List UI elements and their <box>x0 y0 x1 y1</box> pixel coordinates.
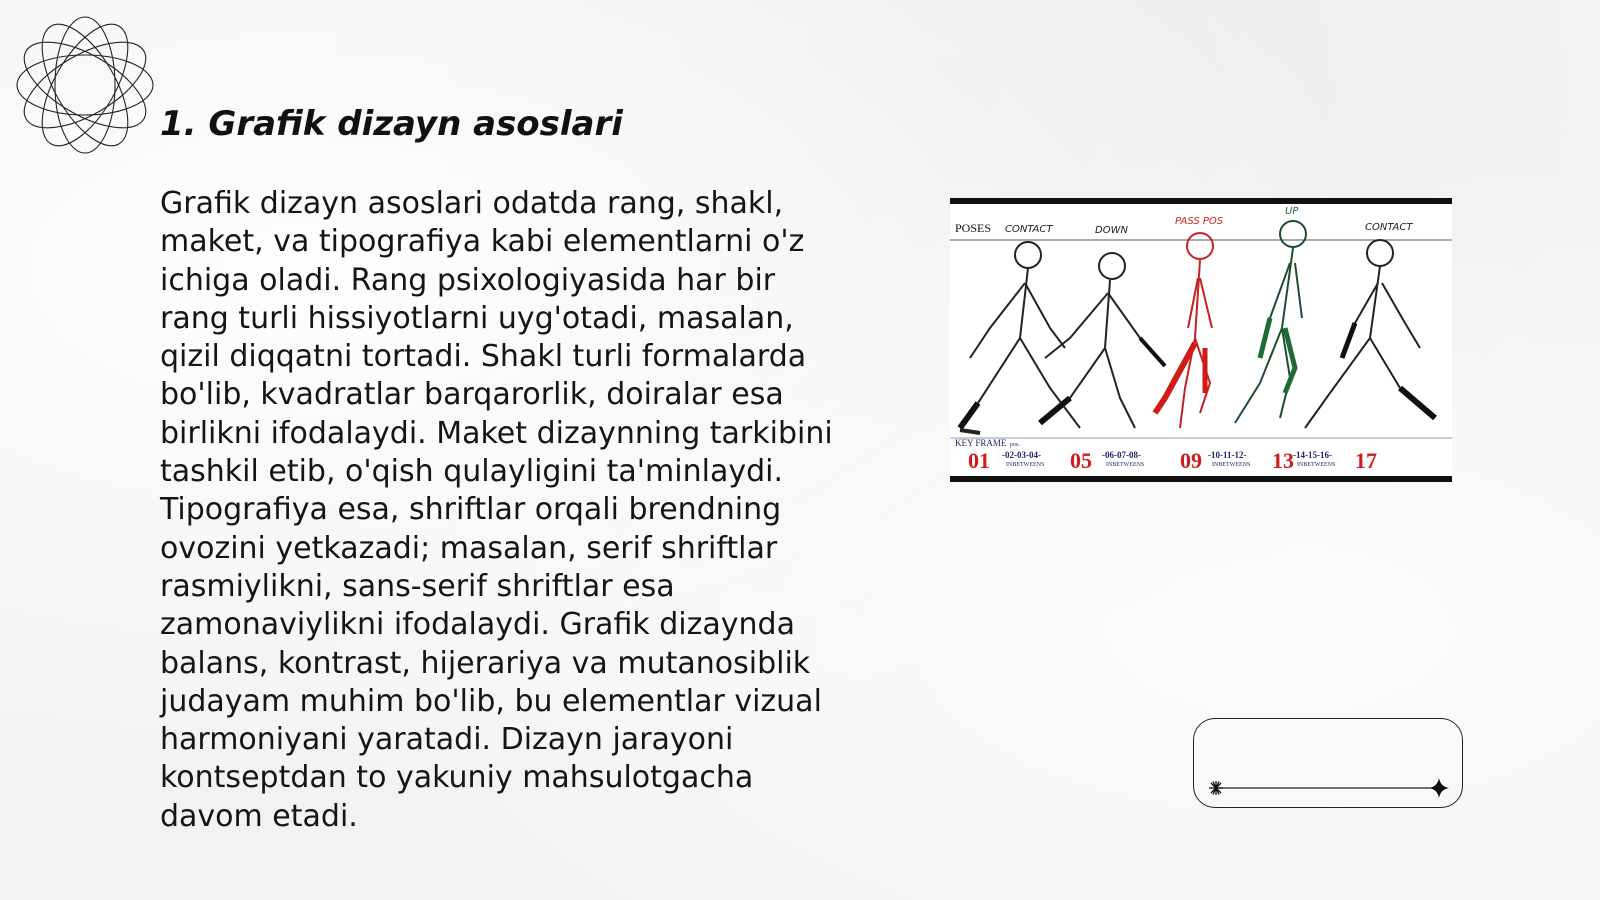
inbetweens-range-1: -02-03-04- <box>1002 450 1041 460</box>
frame-number-09: 09 <box>1180 448 1202 473</box>
pose-label-pass: PASS POS <box>1175 216 1224 227</box>
star-icon <box>1429 778 1449 798</box>
pose-label-contact-2: CONTACT <box>1365 222 1413 233</box>
frame-number-05: 05 <box>1070 448 1092 473</box>
inbetweens-label-4: INBETWEENS <box>1297 462 1336 468</box>
frame-number-17: 17 <box>1355 448 1377 473</box>
frame-number-01: 01 <box>968 448 990 473</box>
slide-body-text: Grafik dizayn asoslari odatda rang, shakl, maket, va tipografiya kabi elementlarni o'z ichiga oladi. Rang psixologiyasida har bir rang turli hissiyotlarni uyg'otadi, masalan, qizil diqqatni tortadi. Shakl turli formalarda bo'lib, kvadratlar barqarorlik, doiralar esa birlikni ifodalaydi. Maket dizaynning tarkibini tashkil etib, o'qish qulayligini ta'minlaydi. Tipografiya esa, shriftlar orqali brendning ovozini yetkazadi; masalan, serif shriftlar rasmiylikni, sans-serif shriftlar esa zamonaviylikni ifodalaydi. Grafik dizaynda balans, kontrast, hijerariya va mutanosiblik judayam muhim bo'lib, bu elementlar vizual harmoniyani yaratadi. Dizayn jarayoni kontseptdan to yakuniy mahsulotgacha davom etadi. <box>160 186 833 834</box>
inbetweens-range-4: -14-15-16- <box>1293 450 1332 460</box>
poses-label: POSES <box>955 221 992 235</box>
pose-label-up: UP <box>1285 206 1299 217</box>
frame-number-13: 13 <box>1272 448 1294 473</box>
decorative-frame <box>1193 718 1463 808</box>
pose-label-down: DOWN <box>1095 225 1128 236</box>
inbetweens-label-2: INBETWEENS <box>1106 462 1145 468</box>
pose-label-contact: CONTACT <box>1005 224 1053 235</box>
inbetweens-label-3: INBETWEENS <box>1212 462 1251 468</box>
circle-ornament-icon <box>10 10 160 160</box>
inbetweens-label-1: INBETWEENS <box>1006 462 1045 468</box>
slide-title: 1. Grafik dizayn asoslari <box>160 104 623 144</box>
walk-cycle-illustration <box>950 198 1452 482</box>
inbetweens-range-2: -06-07-08- <box>1102 450 1141 460</box>
sparkle-icon <box>1209 781 1223 795</box>
keyframe-suffix: pos. <box>1010 442 1020 448</box>
inbetweens-range-3: -10-11-12- <box>1208 450 1247 460</box>
keyframe-label: KEY FRAME <box>955 438 1007 448</box>
